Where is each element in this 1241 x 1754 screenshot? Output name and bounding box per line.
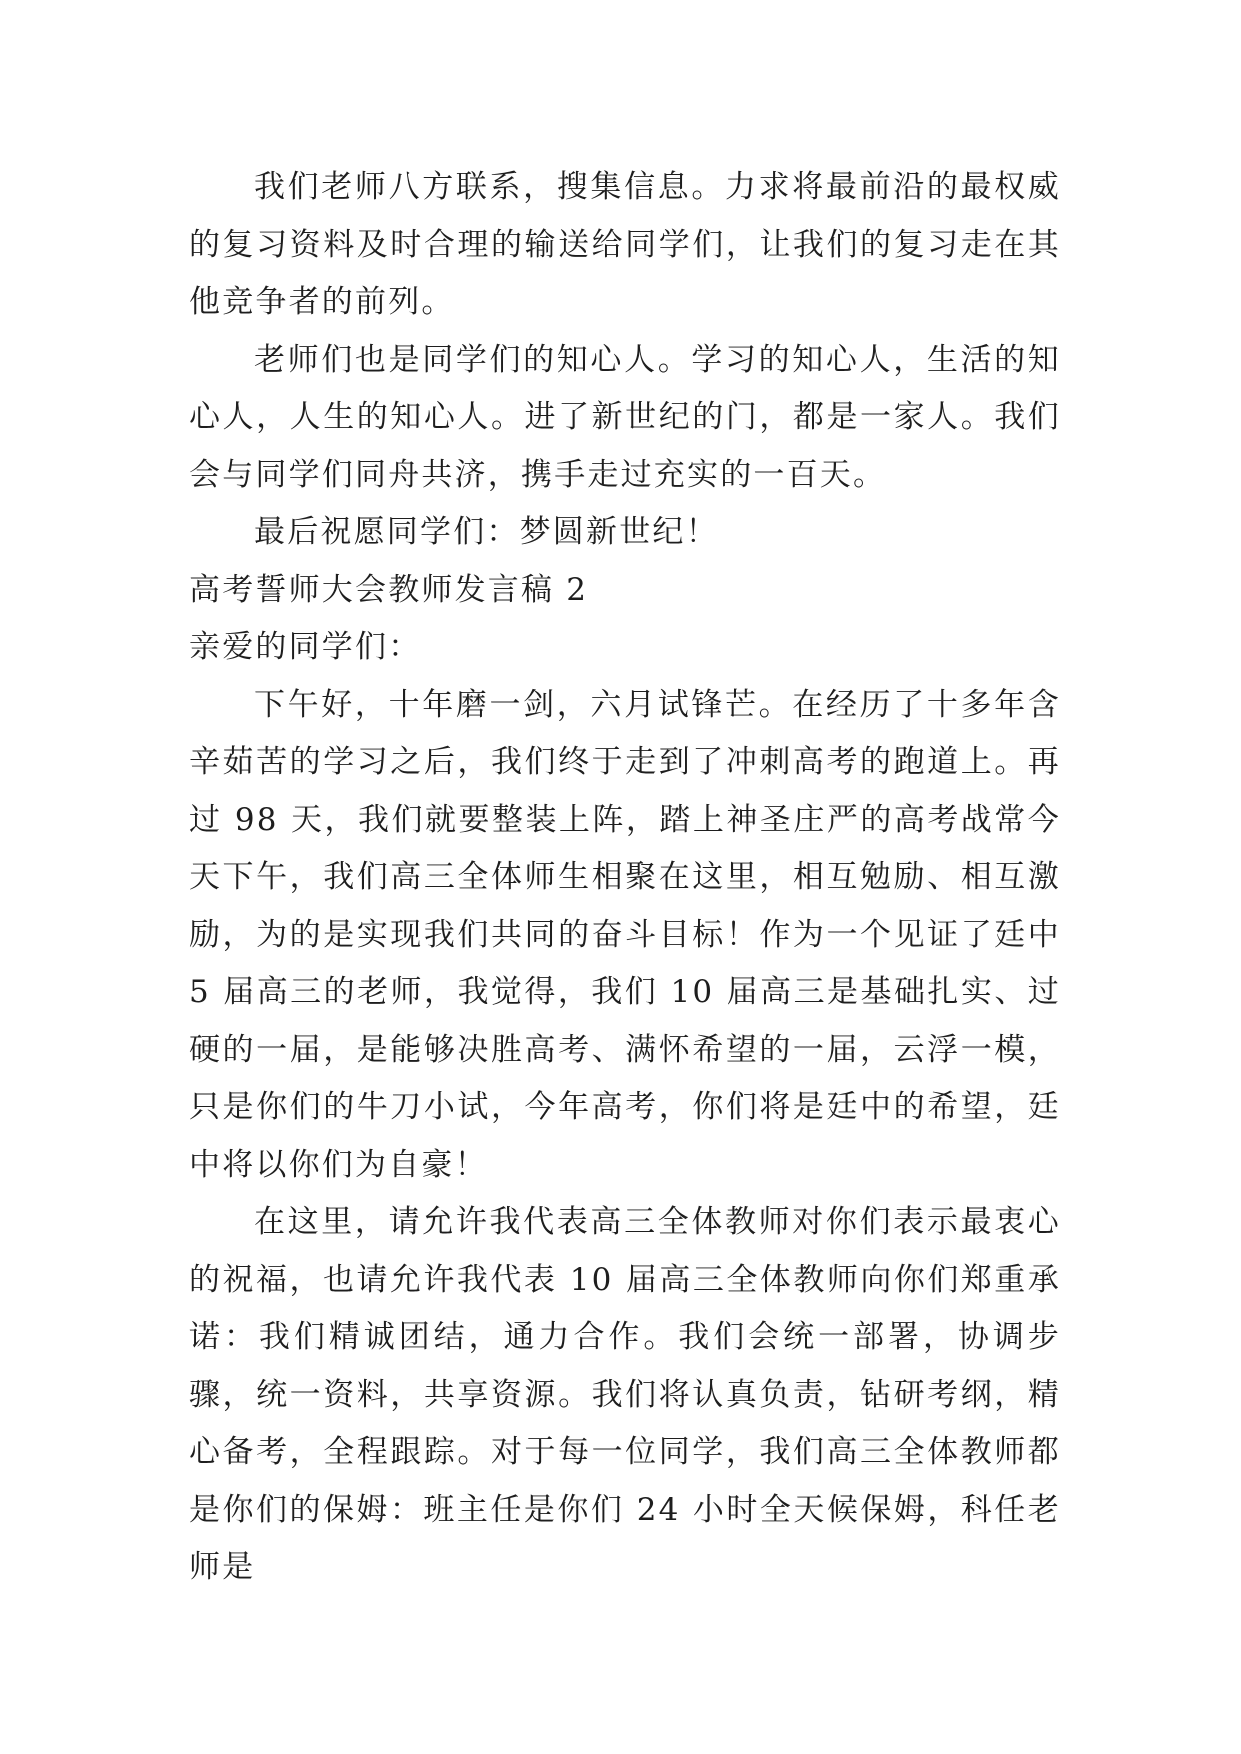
paragraph-teachers-collect-info: 我们老师八方联系，搜集信息。力求将最前沿的最权威的复习资料及时合理的输送给同学们，让我们的复习走在其他竞争者的前列。 — [189, 169, 1061, 320]
paragraph-teachers-confidants: 老师们也是同学们的知心人。学习的知心人，生活的知心人，人生的知心人。进了新世纪的门，都是一家人。我们会与同学们同舟共济，携手走过充实的一百天。 — [189, 341, 1061, 493]
section-title: 高考誓师大会教师发言稿 2 — [189, 571, 589, 608]
paragraph-promise: 在这里，请允许我代表高三全体教师对你们表示最衷心的祝福，也请允许我代表 10 届高三全体教师向你们郑重承诺：我们精诚团结，通力合作。我们会统一部署，协调步骤，统一资料，共享资源。我们将认真负责，钻研考纲，精心备考，全程跟踪。对于每一位同学，我们高三全体教师都是你们的保姆：班主任是你们 24 小时全天候保姆，科任老师是 — [189, 1204, 1061, 1585]
greeting-line: 亲爱的同学们： — [189, 629, 422, 665]
paragraph-good-afternoon: 下午好，十年磨一剑，六月试锋芒。在经历了十多年含辛茹苦的学习之后，我们终于走到了冲刺高考的跑道上。再过 98 天，我们就要整装上阵，踏上神圣庄严的高考战常今天下午，我们高三全体师生相聚在这里，相互勉励、相互激励，为的是实现我们共同的奋斗目标！作为一个见证了廷中 5 届高三的老师，我觉得，我们 10 届高三是基础扎实、过硬的一届，是能够决胜高考、满怀希望的一届，云浮一模，只是你们的牛刀小试，今年高考，你们将是廷中的希望，廷中将以你们为自豪！ — [189, 686, 1061, 1183]
document-body — [189, 159, 1061, 1597]
paragraph-final-wishes: 最后祝愿同学们：梦圆新世纪！ — [254, 514, 719, 550]
